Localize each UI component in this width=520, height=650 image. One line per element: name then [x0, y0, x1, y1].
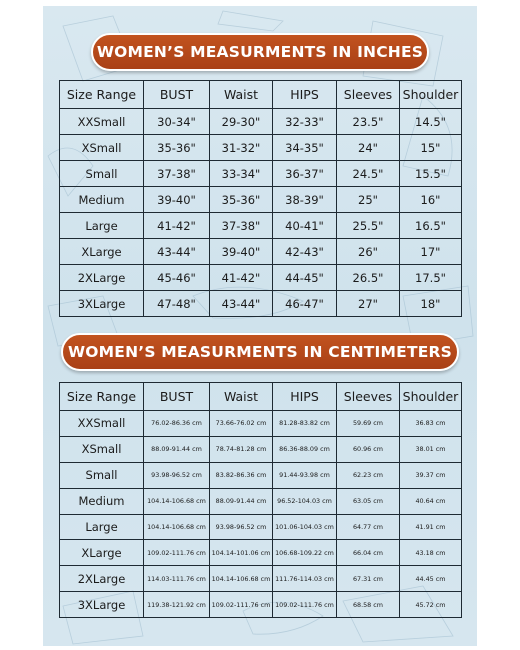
column-header-waist: Waist [210, 81, 273, 109]
waist-cell: 41-42" [210, 265, 273, 291]
hips-cell: 109.02-111.76 cm [273, 592, 337, 618]
sleeves-cell: 24.5" [337, 161, 400, 187]
column-header-bust: BUST [144, 81, 210, 109]
waist-cell: 29-30" [210, 109, 273, 135]
size-cell: 2XLarge [60, 265, 144, 291]
table-row [60, 566, 462, 592]
waist-cell: 39-40" [210, 239, 273, 265]
bust-cell: 104.14-106.68 cm [144, 488, 210, 514]
shoulder-cell: 16.5" [400, 213, 462, 239]
sleeves-cell: 63.05 cm [337, 488, 400, 514]
shoulder-cell: 39.37 cm [400, 462, 462, 488]
size-cell: Medium [60, 488, 144, 514]
sleeves-cell: 62.23 cm [337, 462, 400, 488]
sleeves-cell: 23.5" [337, 109, 400, 135]
waist-cell: 83.82-86.36 cm [210, 462, 273, 488]
waist-cell: 37-38" [210, 213, 273, 239]
bust-cell: 88.09-91.44 cm [144, 436, 210, 462]
bust-cell: 43-44" [144, 239, 210, 265]
centimeters-table [59, 382, 462, 618]
bust-cell: 119.38-121.92 cm [144, 592, 210, 618]
shoulder-cell: 14.5" [400, 109, 462, 135]
waist-cell: 31-32" [210, 135, 273, 161]
waist-cell: 109.02-111.76 cm [210, 592, 273, 618]
size-cell: XXSmall [60, 109, 144, 135]
hips-cell: 34-35" [273, 135, 337, 161]
size-cell: 3XLarge [60, 592, 144, 618]
sleeves-cell: 67.31 cm [337, 566, 400, 592]
sleeves-cell: 68.58 cm [337, 592, 400, 618]
waist-cell: 104.14-101.06 cm [210, 540, 273, 566]
inches-title-banner: WOMEN’S MEASURMENTS IN INCHES [91, 33, 429, 71]
waist-cell: 88.09-91.44 cm [210, 488, 273, 514]
size-cell: Large [60, 213, 144, 239]
waist-cell: 78.74-81.28 cm [210, 436, 273, 462]
waist-cell: 35-36" [210, 187, 273, 213]
sleeves-cell: 26.5" [337, 265, 400, 291]
column-header-waist: Waist [210, 383, 273, 411]
table-row [60, 514, 462, 540]
sleeves-cell: 25.5" [337, 213, 400, 239]
bust-cell: 41-42" [144, 213, 210, 239]
hips-cell: 36-37" [273, 161, 337, 187]
bust-cell: 47-48" [144, 291, 210, 317]
sleeves-cell: 64.77 cm [337, 514, 400, 540]
column-header-hips: HIPS [273, 383, 337, 411]
size-cell: 2XLarge [60, 566, 144, 592]
shoulder-cell: 36.83 cm [400, 411, 462, 437]
shoulder-cell: 15" [400, 135, 462, 161]
shoulder-cell: 41.91 cm [400, 514, 462, 540]
hips-cell: 96.52-104.03 cm [273, 488, 337, 514]
table-row [60, 488, 462, 514]
bust-cell: 104.14-106.68 cm [144, 514, 210, 540]
table-row [60, 187, 462, 213]
bust-cell: 30-34" [144, 109, 210, 135]
size-cell: XXSmall [60, 411, 144, 437]
bust-cell: 45-46" [144, 265, 210, 291]
shoulder-cell: 16" [400, 187, 462, 213]
table-header-row [60, 383, 462, 411]
column-header-size-range: Size Range [60, 383, 144, 411]
hips-cell: 44-45" [273, 265, 337, 291]
table-row [60, 213, 462, 239]
table-row [60, 109, 462, 135]
table-row [60, 436, 462, 462]
hips-cell: 40-41" [273, 213, 337, 239]
sleeves-cell: 26" [337, 239, 400, 265]
shoulder-cell: 17.5" [400, 265, 462, 291]
centimeters-title-banner: WOMEN’S MEASURMENTS IN CENTIMETERS [61, 333, 459, 371]
size-cell: Small [60, 462, 144, 488]
size-cell: XLarge [60, 239, 144, 265]
size-cell: Medium [60, 187, 144, 213]
table-row [60, 265, 462, 291]
column-header-shoulder: Shoulder [400, 81, 462, 109]
waist-cell: 93.98-96.52 cm [210, 514, 273, 540]
size-cell: XSmall [60, 436, 144, 462]
bust-cell: 76.02-86.36 cm [144, 411, 210, 437]
size-cell: XSmall [60, 135, 144, 161]
size-cell: 3XLarge [60, 291, 144, 317]
hips-cell: 91.44-93.98 cm [273, 462, 337, 488]
size-cell: XLarge [60, 540, 144, 566]
table-row [60, 239, 462, 265]
column-header-size-range: Size Range [60, 81, 144, 109]
shoulder-cell: 17" [400, 239, 462, 265]
waist-cell: 104.14-106.68 cm [210, 566, 273, 592]
shoulder-cell: 40.64 cm [400, 488, 462, 514]
column-header-bust: BUST [144, 383, 210, 411]
shoulder-cell: 15.5" [400, 161, 462, 187]
hips-cell: 42-43" [273, 239, 337, 265]
sleeves-cell: 27" [337, 291, 400, 317]
table-row [60, 540, 462, 566]
hips-cell: 38-39" [273, 187, 337, 213]
column-header-shoulder: Shoulder [400, 383, 462, 411]
hips-cell: 86.36-88.09 cm [273, 436, 337, 462]
shoulder-cell: 43.18 cm [400, 540, 462, 566]
table-header-row [60, 81, 462, 109]
hips-cell: 101.06-104.03 cm [273, 514, 337, 540]
table-row [60, 135, 462, 161]
sleeves-cell: 59.69 cm [337, 411, 400, 437]
waist-cell: 73.66-76.02 cm [210, 411, 273, 437]
hips-cell: 81.28-83.82 cm [273, 411, 337, 437]
shoulder-cell: 44.45 cm [400, 566, 462, 592]
shoulder-cell: 45.72 cm [400, 592, 462, 618]
table-row [60, 592, 462, 618]
size-cell: Small [60, 161, 144, 187]
size-chart-poster [43, 6, 477, 646]
table-row [60, 411, 462, 437]
waist-cell: 33-34" [210, 161, 273, 187]
hips-cell: 46-47" [273, 291, 337, 317]
column-header-hips: HIPS [273, 81, 337, 109]
table-row [60, 462, 462, 488]
table-row [60, 291, 462, 317]
bust-cell: 114.03-111.76 cm [144, 566, 210, 592]
bust-cell: 35-36" [144, 135, 210, 161]
sleeves-cell: 66.04 cm [337, 540, 400, 566]
column-header-sleeves: Sleeves [337, 81, 400, 109]
shoulder-cell: 18" [400, 291, 462, 317]
hips-cell: 32-33" [273, 109, 337, 135]
size-cell: Large [60, 514, 144, 540]
column-header-sleeves: Sleeves [337, 383, 400, 411]
sleeves-cell: 60.96 cm [337, 436, 400, 462]
sleeves-cell: 24" [337, 135, 400, 161]
table-row [60, 161, 462, 187]
sleeves-cell: 25" [337, 187, 400, 213]
hips-cell: 106.68-109.22 cm [273, 540, 337, 566]
hips-cell: 111.76-114.03 cm [273, 566, 337, 592]
bust-cell: 39-40" [144, 187, 210, 213]
waist-cell: 43-44" [210, 291, 273, 317]
bust-cell: 37-38" [144, 161, 210, 187]
bust-cell: 109.02-111.76 cm [144, 540, 210, 566]
inches-table [59, 80, 462, 317]
shoulder-cell: 38.01 cm [400, 436, 462, 462]
bust-cell: 93.98-96.52 cm [144, 462, 210, 488]
